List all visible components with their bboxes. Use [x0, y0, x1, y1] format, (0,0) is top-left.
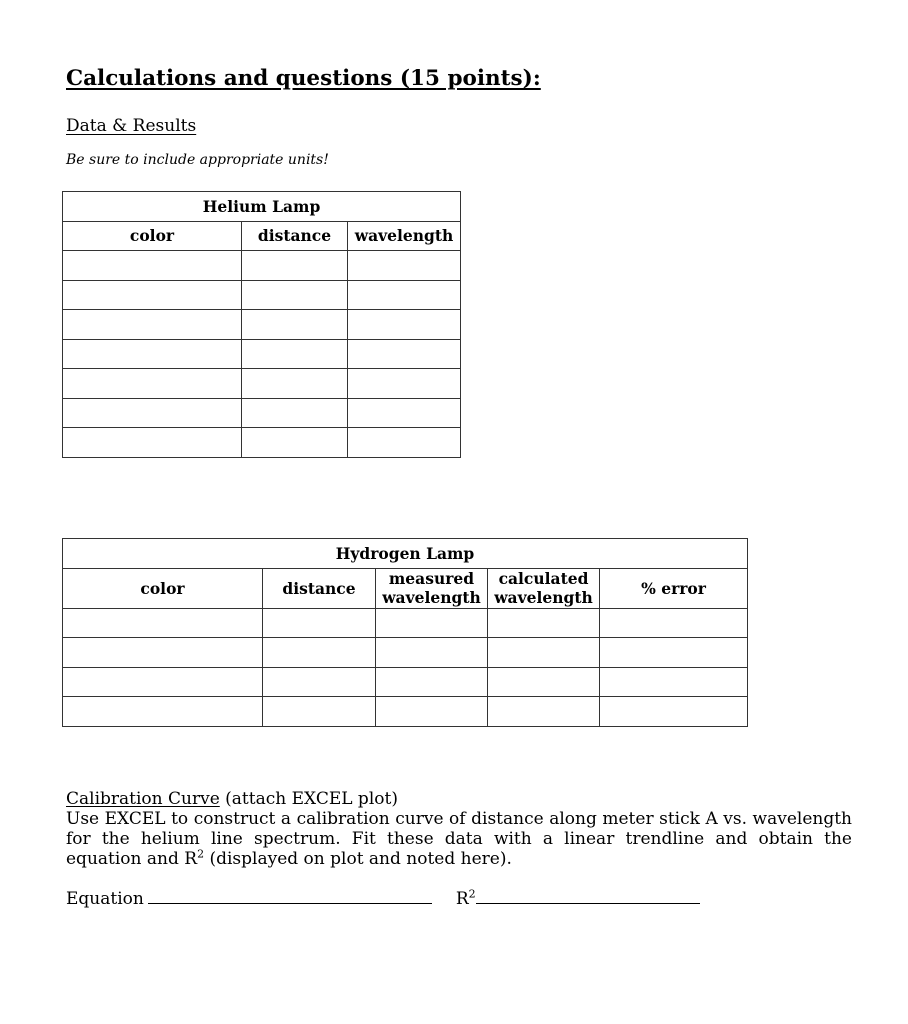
- helium-table-cell[interactable]: [348, 428, 461, 458]
- hydrogen-table-row: [63, 608, 748, 638]
- hydrogen-table-cell[interactable]: [488, 638, 600, 668]
- helium-table-cell[interactable]: [242, 310, 348, 340]
- helium-col-distance: distance: [242, 221, 348, 251]
- instructions-text-end: (displayed on plot and noted here).: [204, 849, 512, 869]
- answer-row: [66, 889, 700, 909]
- calibration-instructions: [66, 809, 852, 869]
- helium-table-title: Helium Lamp: [63, 192, 461, 222]
- helium-table-cell[interactable]: [348, 369, 461, 399]
- calibration-heading-line: [66, 789, 852, 809]
- helium-table-cell[interactable]: [242, 398, 348, 428]
- hydrogen-table-row: [63, 697, 748, 727]
- hydrogen-table-cell[interactable]: [263, 638, 376, 668]
- hydrogen-table-cell[interactable]: [376, 638, 488, 668]
- hydrogen-col-distance: distance: [263, 568, 376, 608]
- helium-table-cell[interactable]: [348, 398, 461, 428]
- helium-table-cell[interactable]: [242, 251, 348, 281]
- helium-table-row: [63, 339, 461, 369]
- calibration-section: [66, 789, 852, 869]
- hydrogen-lamp-table: [62, 538, 748, 727]
- helium-table-row: [63, 280, 461, 310]
- measured-line2: wavelength: [382, 588, 481, 607]
- hydrogen-table-cell[interactable]: [63, 608, 263, 638]
- helium-table-cell[interactable]: [63, 398, 242, 428]
- equation-blank[interactable]: [148, 889, 432, 904]
- r2-superscript: 2: [468, 887, 476, 901]
- page-title: Calculations and questions (15 points):: [66, 66, 541, 91]
- calculated-line1: calculated: [498, 569, 589, 588]
- hydrogen-table-cell[interactable]: [600, 667, 748, 697]
- data-results-heading: Data & Results: [66, 116, 197, 136]
- hydrogen-table-cell[interactable]: [263, 697, 376, 727]
- helium-table-cell[interactable]: [63, 369, 242, 399]
- hydrogen-col-percent-error: % error: [600, 568, 748, 608]
- hydrogen-table-cell[interactable]: [263, 667, 376, 697]
- equation-label: Equation: [66, 889, 144, 909]
- r2-letter: R: [455, 889, 469, 909]
- helium-table-cell[interactable]: [63, 339, 242, 369]
- hydrogen-table-cell[interactable]: [63, 667, 263, 697]
- units-note: Be sure to include appropriate units!: [66, 152, 329, 168]
- hydrogen-table-cell[interactable]: [376, 608, 488, 638]
- hydrogen-table-cell[interactable]: [600, 608, 748, 638]
- calibration-heading: Calibration Curve: [66, 789, 220, 809]
- helium-col-wavelength: wavelength: [348, 221, 461, 251]
- r2-blank[interactable]: [476, 889, 700, 904]
- r2-label: [456, 889, 476, 909]
- hydrogen-table-cell[interactable]: [600, 638, 748, 668]
- hydrogen-col-calculated-wavelength: [488, 568, 600, 608]
- hydrogen-table-cell[interactable]: [600, 697, 748, 727]
- helium-table-cell[interactable]: [242, 339, 348, 369]
- hydrogen-col-color: color: [63, 568, 263, 608]
- helium-table-row: [63, 428, 461, 458]
- helium-table-cell[interactable]: [242, 428, 348, 458]
- helium-table-cell[interactable]: [242, 369, 348, 399]
- hydrogen-table-cell[interactable]: [63, 697, 263, 727]
- helium-table-cell[interactable]: [348, 280, 461, 310]
- hydrogen-table-cell[interactable]: [488, 697, 600, 727]
- helium-table-cell[interactable]: [348, 251, 461, 281]
- hydrogen-table-cell[interactable]: [488, 667, 600, 697]
- hydrogen-table-row: [63, 638, 748, 668]
- helium-col-color: color: [63, 221, 242, 251]
- measured-line1: measured: [388, 569, 475, 588]
- helium-table-cell[interactable]: [63, 428, 242, 458]
- calculated-line2: wavelength: [494, 588, 593, 607]
- helium-table-row: [63, 398, 461, 428]
- hydrogen-table-cell[interactable]: [376, 697, 488, 727]
- helium-table-cell[interactable]: [63, 251, 242, 281]
- instructions-text: Use EXCEL to construct a calibration curve of distance along meter stick A vs. wavelength for the helium line spectrum. Fit these data with a linear trendline and obtain the equation and R: [66, 809, 852, 869]
- helium-table-cell[interactable]: [63, 280, 242, 310]
- hydrogen-table-cell[interactable]: [63, 638, 263, 668]
- helium-table-row: [63, 310, 461, 340]
- hydrogen-col-measured-wavelength: [376, 568, 488, 608]
- hydrogen-table-cell[interactable]: [376, 667, 488, 697]
- hydrogen-table-cell[interactable]: [488, 608, 600, 638]
- calibration-heading-suffix: (attach EXCEL plot): [219, 789, 398, 809]
- hydrogen-table-title: Hydrogen Lamp: [63, 539, 748, 569]
- helium-lamp-table: [62, 191, 461, 458]
- hydrogen-table-row: [63, 667, 748, 697]
- helium-table-cell[interactable]: [242, 280, 348, 310]
- helium-table-cell[interactable]: [348, 339, 461, 369]
- helium-table-row: [63, 251, 461, 281]
- helium-table-row: [63, 369, 461, 399]
- hydrogen-table-cell[interactable]: [263, 608, 376, 638]
- helium-table-cell[interactable]: [348, 310, 461, 340]
- helium-table-cell[interactable]: [63, 310, 242, 340]
- instructions-superscript: 2: [197, 847, 205, 861]
